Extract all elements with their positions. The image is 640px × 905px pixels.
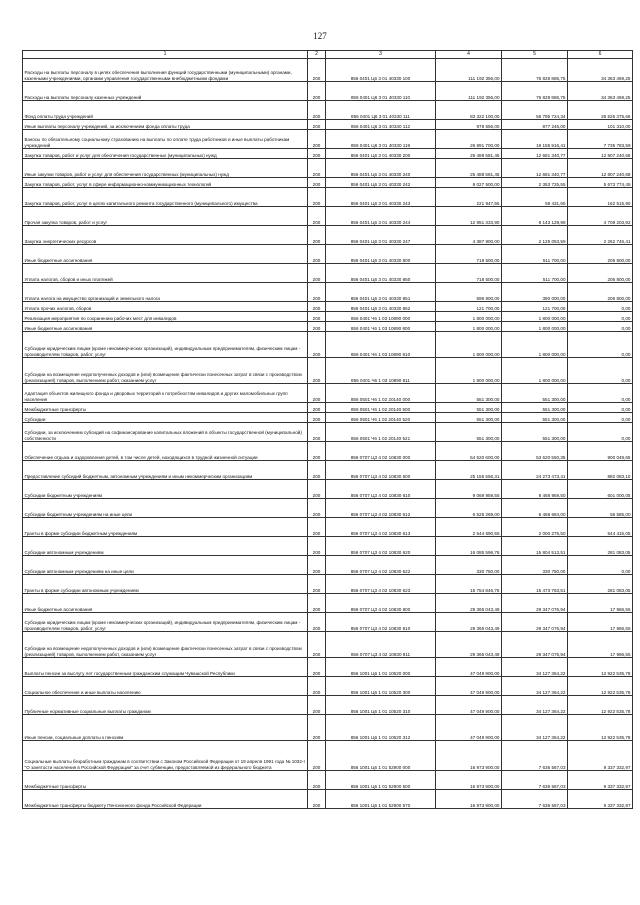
- row-executed-amount: 1 800 000,00: [502, 322, 568, 332]
- budget-table: [22, 50, 633, 809]
- row-executed-amount: 1 800 000,00: [502, 312, 568, 322]
- row-admin-code: 200: [308, 188, 326, 207]
- row-planned-amount: 1 800 000,00: [436, 332, 502, 358]
- table-row: [23, 790, 633, 809]
- row-planned-amount: 29 365 043,49: [436, 594, 502, 613]
- row-admin-code: 200: [308, 384, 326, 403]
- row-budget-code: 856 0707 Ц3 4 02 10830 000: [326, 442, 436, 461]
- table-row: [23, 101, 633, 120]
- row-executed-amount: 19 155 916,41: [502, 130, 568, 149]
- row-name: Межбюджетные трансферты: [23, 771, 308, 790]
- row-name: Взносы по обязательному социальному страхованию на выплаты по оплате труда работников и иные выплаты работникам учреждений: [23, 130, 308, 149]
- row-name: Межбюджетные трансферты: [23, 403, 308, 413]
- row-remaining-amount: 0,00: [568, 358, 633, 384]
- row-budget-code: 856 0707 Ц3 4 02 10830 811: [326, 632, 436, 658]
- row-planned-amount: 551 300,00: [436, 413, 502, 423]
- row-planned-amount: 551 300,00: [436, 423, 502, 442]
- row-name: Иные бюджетные ассигнования: [23, 322, 308, 332]
- row-remaining-amount: 12 922 535,78: [568, 696, 633, 715]
- row-budget-code: 856 0401 Ц6 3 01 40330 850: [326, 264, 436, 283]
- row-planned-amount: 596 800,00: [436, 283, 502, 302]
- table-body: [23, 51, 633, 809]
- row-name: Закупка товаров, работ, услуг в сфере информационно-коммуникационных технологий: [23, 178, 308, 188]
- row-admin-code: 200: [308, 159, 326, 178]
- table-row: [23, 82, 633, 101]
- row-executed-amount: 29 347 076,94: [502, 632, 568, 658]
- row-name: Закупка энергетических ресурсов: [23, 226, 308, 245]
- table-row: [23, 613, 633, 632]
- row-budget-code: 856 0707 Ц3 4 02 10830 623: [326, 575, 436, 594]
- row-executed-amount: 877 246,00: [502, 120, 568, 130]
- row-remaining-amount: 206 800,00: [568, 245, 633, 264]
- row-budget-code: 856 0707 Ц3 4 02 10830 612: [326, 499, 436, 518]
- row-name: Субсидии на возмещение недополученных доходов и (или) возмещение фактически понесенных затрат в связи с производством (реализацией) товаров, выполнением работ, оказанием услуг: [23, 632, 308, 658]
- table-row: [23, 632, 633, 658]
- row-budget-code: 856 1001 Ц6 1 01 10520 300: [326, 677, 436, 696]
- row-admin-code: 200: [308, 413, 326, 423]
- row-budget-code: 856 0401 Ц6 3 01 40330 111: [326, 101, 436, 120]
- table-row: [23, 575, 633, 594]
- row-budget-code: 856 0707 Ц3 4 02 10830 620: [326, 537, 436, 556]
- column-header: 3: [326, 51, 436, 59]
- row-admin-code: 200: [308, 403, 326, 413]
- table-row: [23, 715, 633, 741]
- row-admin-code: 200: [308, 499, 326, 518]
- row-planned-amount: 47 049 900,00: [436, 677, 502, 696]
- row-admin-code: 200: [308, 771, 326, 790]
- row-budget-code: 856 0401 Ц6 3 01 40330 800: [326, 245, 436, 264]
- row-planned-amount: 8 027 500,00: [436, 178, 502, 188]
- table-row: [23, 677, 633, 696]
- row-executed-amount: 551 300,00: [502, 403, 568, 413]
- table-row: [23, 332, 633, 358]
- row-admin-code: 200: [308, 245, 326, 264]
- row-planned-amount: 16 973 900,00: [436, 741, 502, 771]
- row-admin-code: 200: [308, 480, 326, 499]
- row-executed-amount: 56 795 724,34: [502, 101, 568, 120]
- row-name: Субсидии автономным учреждениям на иные цели: [23, 556, 308, 575]
- row-executed-amount: 29 347 076,94: [502, 594, 568, 613]
- table-row: [23, 226, 633, 245]
- row-executed-amount: 15 473 763,51: [502, 575, 568, 594]
- row-planned-amount: 551 300,00: [436, 403, 502, 413]
- row-remaining-amount: 0,00: [568, 423, 633, 442]
- row-planned-amount: 25 488 581,45: [436, 149, 502, 159]
- row-remaining-amount: 544 415,05: [568, 518, 633, 537]
- row-admin-code: 200: [308, 715, 326, 741]
- row-planned-amount: 26 891 700,00: [436, 130, 502, 149]
- row-admin-code: 200: [308, 226, 326, 245]
- row-budget-code: 856 1001 Ц6 1 01 52900 500: [326, 771, 436, 790]
- table-row: [23, 423, 633, 442]
- row-budget-code: 856 0501 Ч6 1 02 20140 000: [326, 384, 436, 403]
- row-remaining-amount: 26 526 375,66: [568, 101, 633, 120]
- row-name: Расходы на выплаты персоналу казенных учреждений: [23, 82, 308, 101]
- row-executed-amount: 1 800 000,00: [502, 358, 568, 384]
- row-executed-amount: 76 828 886,75: [502, 82, 568, 101]
- table-row: [23, 358, 633, 384]
- row-admin-code: 200: [308, 423, 326, 442]
- row-executed-amount: 12 681 340,77: [502, 149, 568, 159]
- row-remaining-amount: 882 083,10: [568, 461, 633, 480]
- row-admin-code: 200: [308, 302, 326, 312]
- row-planned-amount: 221 947,55: [436, 188, 502, 207]
- row-executed-amount: 34 127 364,22: [502, 715, 568, 741]
- row-remaining-amount: 900 049,65: [568, 442, 633, 461]
- row-budget-code: 856 0501 Ч6 1 02 20140 520: [326, 413, 436, 423]
- row-budget-code: 856 1001 Ц6 1 01 10520 312: [326, 715, 436, 741]
- row-planned-amount: 1 800 000,00: [436, 312, 502, 322]
- row-remaining-amount: 7 735 783,59: [568, 130, 633, 149]
- row-planned-amount: 83 322 100,00: [436, 101, 502, 120]
- row-executed-amount: 7 636 567,03: [502, 741, 568, 771]
- row-admin-code: 200: [308, 312, 326, 322]
- row-budget-code: 856 0401 Ц6 3 01 40330 852: [326, 302, 436, 312]
- row-remaining-amount: 601 000,05: [568, 480, 633, 499]
- row-admin-code: 200: [308, 264, 326, 283]
- row-name: Субсидии юридическим лицам (кроме некоммерческих организаций), индивидуальным предпринимателям, физическим лицам - производителям товаров, работ, услуг: [23, 613, 308, 632]
- row-executed-amount: 53 620 550,35: [502, 442, 568, 461]
- table-row: [23, 188, 633, 207]
- row-budget-code: 856 0401 Ц6 3 01 40330 244: [326, 207, 436, 226]
- row-remaining-amount: 206 800,00: [568, 264, 633, 283]
- row-planned-amount: 54 520 600,00: [436, 442, 502, 461]
- row-admin-code: 200: [308, 518, 326, 537]
- row-planned-amount: 25 155 556,31: [436, 461, 502, 480]
- table-row: [23, 178, 633, 188]
- row-remaining-amount: 162 515,90: [568, 188, 633, 207]
- row-planned-amount: 4 387 800,00: [436, 226, 502, 245]
- table-row: [23, 312, 633, 322]
- row-name: Субсидии, за исключением субсидий на софинансирование капитальных вложений в объекты государственной (муниципальной) собственности: [23, 423, 308, 442]
- row-remaining-amount: 12 807 240,68: [568, 159, 633, 178]
- row-executed-amount: 34 127 364,22: [502, 677, 568, 696]
- table-row: [23, 658, 633, 677]
- row-executed-amount: 7 636 567,03: [502, 790, 568, 809]
- row-planned-amount: 6 525 269,00: [436, 499, 502, 518]
- table-row: [23, 159, 633, 178]
- row-budget-code: 856 0401 Ц6 3 01 40330 100: [326, 59, 436, 82]
- column-header: 5: [502, 51, 568, 59]
- row-budget-code: 856 0401 Ч6 1 03 10890 811: [326, 358, 436, 384]
- row-remaining-amount: 34 363 469,25: [568, 59, 633, 82]
- row-budget-code: 856 0401 Ц6 3 01 40330 243: [326, 188, 436, 207]
- row-executed-amount: 2 353 725,55: [502, 178, 568, 188]
- row-remaining-amount: 101 310,00: [568, 120, 633, 130]
- row-executed-amount: 511 700,00: [502, 264, 568, 283]
- table-row: [23, 207, 633, 226]
- row-budget-code: 856 0707 Ц3 4 02 10830 613: [326, 518, 436, 537]
- row-planned-amount: 718 500,00: [436, 245, 502, 264]
- row-budget-code: 856 0401 Ч6 1 03 10890 800: [326, 322, 436, 332]
- page-number: 127: [313, 31, 327, 41]
- row-admin-code: 200: [308, 594, 326, 613]
- table-row: [23, 130, 633, 149]
- row-remaining-amount: 0,00: [568, 322, 633, 332]
- row-remaining-amount: 0,00: [568, 556, 633, 575]
- row-admin-code: 200: [308, 442, 326, 461]
- row-name: Обеспечение отдыха и оздоровления детей, в том числе детей, находящихся в трудной жизненной ситуации: [23, 442, 308, 461]
- row-admin-code: 200: [308, 130, 326, 149]
- table-row: [23, 771, 633, 790]
- row-executed-amount: 8 143 129,98: [502, 207, 568, 226]
- row-name: Публичные нормативные социальные выплаты гражданам: [23, 696, 308, 715]
- row-budget-code: 856 0401 Ц6 3 01 40330 242: [326, 178, 436, 188]
- row-name: Расходы на выплаты персоналу в целях обеспечения выполнения функций государственными (муниципальными) органами, казенными учреждениями, органами управления государственными внебюджетными фондами: [23, 59, 308, 82]
- row-remaining-amount: 9 337 332,97: [568, 790, 633, 809]
- row-name: Субсидии на возмещение недополученных доходов и (или) возмещение фактически понесенных затрат в связи с производством (реализацией) товаров, выполнением работ, оказанием услуг: [23, 358, 308, 384]
- row-admin-code: 200: [308, 677, 326, 696]
- row-budget-code: 856 0707 Ц3 4 02 10830 810: [326, 613, 436, 632]
- row-name: Закупка товаров, работ и услуг для обеспечения государственных (муниципальных) нужд: [23, 149, 308, 159]
- row-admin-code: 200: [308, 59, 326, 82]
- table-row: [23, 384, 633, 403]
- row-budget-code: 856 1001 Ц6 1 01 10520 000: [326, 658, 436, 677]
- table-row: [23, 283, 633, 302]
- row-name: Межбюджетные трансферты бюджету Пенсионного фонда Российской Федерации: [23, 790, 308, 809]
- row-remaining-amount: 17 966,55: [568, 594, 633, 613]
- table-row: [23, 264, 633, 283]
- table-row: [23, 403, 633, 413]
- row-planned-amount: 47 049 900,00: [436, 696, 502, 715]
- row-budget-code: 856 1001 Ц6 1 01 52900 570: [326, 790, 436, 809]
- row-executed-amount: 390 000,00: [502, 283, 568, 302]
- row-remaining-amount: 4 708 203,92: [568, 207, 633, 226]
- table-row: [23, 696, 633, 715]
- row-remaining-amount: 9 337 332,97: [568, 741, 633, 771]
- row-budget-code: 856 0401 Ч6 1 03 10890 810: [326, 332, 436, 358]
- table-row: [23, 245, 633, 264]
- row-executed-amount: 511 700,00: [502, 245, 568, 264]
- table-row: [23, 461, 633, 480]
- row-executed-amount: 121 700,00: [502, 302, 568, 312]
- row-remaining-amount: 12 922 535,78: [568, 677, 633, 696]
- row-executed-amount: 34 127 364,22: [502, 696, 568, 715]
- row-executed-amount: 12 681 340,77: [502, 159, 568, 178]
- row-admin-code: 200: [308, 149, 326, 159]
- row-name: Субсидии бюджетным учреждениям на иные цели: [23, 499, 308, 518]
- row-executed-amount: 551 300,00: [502, 423, 568, 442]
- row-executed-amount: 15 804 513,51: [502, 537, 568, 556]
- row-name: Гранты в форме субсидии бюджетным учреждениям: [23, 518, 308, 537]
- row-budget-code: 856 0401 Ц6 3 01 40330 119: [326, 130, 436, 149]
- row-admin-code: 200: [308, 178, 326, 188]
- row-planned-amount: 121 700,00: [436, 302, 502, 312]
- row-name: Закупка товаров, работ, услуг в целях капитального ремонта государственного (муниципального) имущества: [23, 188, 308, 207]
- row-remaining-amount: 17 966,55: [568, 613, 633, 632]
- row-remaining-amount: 56 585,00: [568, 499, 633, 518]
- row-remaining-amount: 17 966,55: [568, 632, 633, 658]
- row-admin-code: 200: [308, 696, 326, 715]
- row-admin-code: 200: [308, 332, 326, 358]
- row-remaining-amount: 12 922 535,78: [568, 715, 633, 741]
- row-budget-code: 856 0707 Ц3 4 02 10830 622: [326, 556, 436, 575]
- row-name: Фонд оплаты труда учреждений: [23, 101, 308, 120]
- row-name: Социальные выплаты безработным гражданам в соответствии с Законом Российской Федерации от 19 апреля 1991 года № 1032-I "О занятости населения в Российской Федерации" за счет субвенции, предоставляемой из федерального бюджета: [23, 741, 308, 771]
- row-planned-amount: 16 973 900,00: [436, 771, 502, 790]
- row-name: Иные бюджетные ассигнования: [23, 245, 308, 264]
- row-budget-code: 856 0707 Ц3 4 02 10830 610: [326, 480, 436, 499]
- table-row: [23, 413, 633, 423]
- row-name: Субсидии юридическим лицам (кроме некоммерческих организаций), индивидуальным предпринимателям, физическим лицам - производителям товаров, работ, услуг: [23, 332, 308, 358]
- row-remaining-amount: 0,00: [568, 302, 633, 312]
- row-remaining-amount: 281 083,05: [568, 575, 633, 594]
- row-name: Выплаты пенсии за выслугу лет государственным гражданским служащим Чувашской Республики: [23, 658, 308, 677]
- row-budget-code: 856 0401 Ц6 3 01 40330 110: [326, 82, 436, 101]
- row-name: Прочая закупка товаров, работ и услуг: [23, 207, 308, 226]
- column-header: 4: [436, 51, 502, 59]
- row-executed-amount: 8 468 959,50: [502, 480, 568, 499]
- header-row: [23, 51, 633, 59]
- row-executed-amount: 2 000 275,50: [502, 518, 568, 537]
- table-row: [23, 556, 633, 575]
- row-executed-amount: 6 468 684,00: [502, 499, 568, 518]
- row-executed-amount: 7 636 567,03: [502, 771, 568, 790]
- row-budget-code: 856 1001 Ц6 1 01 52900 000: [326, 741, 436, 771]
- row-executed-amount: 34 127 364,22: [502, 658, 568, 677]
- column-header: 2: [308, 51, 326, 59]
- row-remaining-amount: 0,00: [568, 332, 633, 358]
- row-planned-amount: 16 973 900,00: [436, 790, 502, 809]
- row-name: Иные выплаты персоналу учреждений, за исключением фонда оплаты труда: [23, 120, 308, 130]
- row-planned-amount: 111 192 356,00: [436, 82, 502, 101]
- row-name: Гранты в форме субсидии автономным учреждениям: [23, 575, 308, 594]
- row-planned-amount: 718 500,00: [436, 264, 502, 283]
- row-budget-code: 856 0501 Ч6 1 02 20140 500: [326, 403, 436, 413]
- row-name: Субсидии автономным учреждениям: [23, 537, 308, 556]
- row-admin-code: 200: [308, 613, 326, 632]
- row-admin-code: 200: [308, 120, 326, 130]
- row-executed-amount: 24 273 473,41: [502, 461, 568, 480]
- row-admin-code: 200: [308, 207, 326, 226]
- row-budget-code: 856 0401 Ц6 3 01 40330 851: [326, 283, 436, 302]
- row-remaining-amount: 281 083,05: [568, 537, 633, 556]
- row-admin-code: 200: [308, 632, 326, 658]
- row-admin-code: 200: [308, 82, 326, 101]
- row-planned-amount: 12 851 333,90: [436, 207, 502, 226]
- row-planned-amount: 16 085 596,76: [436, 537, 502, 556]
- row-planned-amount: 330 750,00: [436, 556, 502, 575]
- table-row: [23, 442, 633, 461]
- row-budget-code: 856 0401 Ц6 3 01 40330 240: [326, 159, 436, 178]
- row-planned-amount: 111 192 356,00: [436, 59, 502, 82]
- row-planned-amount: 2 544 690,55: [436, 518, 502, 537]
- table-row: [23, 120, 633, 130]
- row-executed-amount: 1 800 000,00: [502, 332, 568, 358]
- row-budget-code: 856 0501 Ч6 1 02 20140 521: [326, 423, 436, 442]
- row-name: Уплата налогов, сборов и иных платежей: [23, 264, 308, 283]
- table-row: [23, 741, 633, 771]
- row-admin-code: 200: [308, 575, 326, 594]
- row-admin-code: 200: [308, 790, 326, 809]
- row-executed-amount: 551 300,00: [502, 384, 568, 403]
- row-budget-code: 856 0707 Ц3 4 02 10830 600: [326, 461, 436, 480]
- row-executed-amount: 59 431,65: [502, 188, 568, 207]
- table-row: [23, 302, 633, 312]
- table-row: [23, 594, 633, 613]
- row-planned-amount: 15 754 846,76: [436, 575, 502, 594]
- column-header: 6: [568, 51, 633, 59]
- row-remaining-amount: 9 337 332,97: [568, 771, 633, 790]
- row-name: Иные закупки товаров, работ и услуг для обеспечения государственных (муниципальных) нужд: [23, 159, 308, 178]
- row-executed-amount: 330 750,00: [502, 556, 568, 575]
- table-row: [23, 149, 633, 159]
- row-admin-code: 200: [308, 461, 326, 480]
- row-planned-amount: 978 556,00: [436, 120, 502, 130]
- row-budget-code: 856 1001 Ц6 1 01 10520 310: [326, 696, 436, 715]
- row-name: Иные пенсии, социальные доплаты к пенсиям: [23, 715, 308, 741]
- row-planned-amount: 25 488 581,45: [436, 159, 502, 178]
- row-remaining-amount: 0,00: [568, 403, 633, 413]
- row-remaining-amount: 34 363 469,25: [568, 82, 633, 101]
- row-name: Реализация мероприятия по сохранению рабочих мест для инвалидов: [23, 312, 308, 322]
- row-remaining-amount: 206 800,00: [568, 283, 633, 302]
- row-planned-amount: 29 365 043,49: [436, 613, 502, 632]
- row-name: Уплата прочих налогов, сборов: [23, 302, 308, 312]
- row-remaining-amount: 12 807 240,68: [568, 149, 633, 159]
- row-budget-code: 856 0401 Ч6 1 03 10890 000: [326, 312, 436, 322]
- row-planned-amount: 9 069 959,55: [436, 480, 502, 499]
- row-planned-amount: 1 800 000,00: [436, 358, 502, 384]
- row-executed-amount: 76 828 886,75: [502, 59, 568, 82]
- row-planned-amount: 1 800 000,00: [436, 322, 502, 332]
- row-admin-code: 200: [308, 556, 326, 575]
- row-name: Иные бюджетные ассигнования: [23, 594, 308, 613]
- row-remaining-amount: 0,00: [568, 413, 633, 423]
- row-name: Субсидии: [23, 413, 308, 423]
- row-admin-code: 200: [308, 322, 326, 332]
- row-planned-amount: 551 300,00: [436, 384, 502, 403]
- row-planned-amount: 47 049 900,00: [436, 658, 502, 677]
- row-admin-code: 200: [308, 658, 326, 677]
- row-budget-code: 856 0401 Ц6 3 01 40330 247: [326, 226, 436, 245]
- row-name: Социальное обеспечение и иные выплаты населению: [23, 677, 308, 696]
- row-executed-amount: 2 125 053,59: [502, 226, 568, 245]
- row-admin-code: 200: [308, 358, 326, 384]
- row-admin-code: 200: [308, 101, 326, 120]
- table-row: [23, 537, 633, 556]
- table-row: [23, 322, 633, 332]
- row-planned-amount: 47 049 900,00: [436, 715, 502, 741]
- table-row: [23, 518, 633, 537]
- row-executed-amount: 29 347 076,94: [502, 613, 568, 632]
- table-row: [23, 480, 633, 499]
- table-row: [23, 59, 633, 82]
- row-admin-code: 200: [308, 283, 326, 302]
- row-name: Предоставление субсидий бюджетным, автономным учреждениям и иным некоммерческим организациям: [23, 461, 308, 480]
- row-admin-code: 200: [308, 741, 326, 771]
- row-planned-amount: 29 365 043,49: [436, 632, 502, 658]
- row-remaining-amount: 0,00: [568, 312, 633, 322]
- row-budget-code: 856 0707 Ц3 4 02 10830 800: [326, 594, 436, 613]
- row-executed-amount: 551 300,00: [502, 413, 568, 423]
- row-remaining-amount: 0,00: [568, 384, 633, 403]
- table-row: [23, 499, 633, 518]
- row-remaining-amount: 5 673 774,45: [568, 178, 633, 188]
- row-name: Уплата налога на имущество организаций и земельного налога: [23, 283, 308, 302]
- row-budget-code: 856 0401 Ц6 3 01 40330 200: [326, 149, 436, 159]
- row-admin-code: 200: [308, 537, 326, 556]
- row-name: Субсидии бюджетным учреждениям: [23, 480, 308, 499]
- column-header: 1: [23, 51, 308, 59]
- row-name: Адаптация объектов жилищного фонда и дворовых территорий к потребностям инвалидов и других маломобильных групп населения: [23, 384, 308, 403]
- row-remaining-amount: 12 922 535,78: [568, 658, 633, 677]
- row-budget-code: 856 0401 Ц6 3 01 40330 112: [326, 120, 436, 130]
- row-remaining-amount: 2 262 746,41: [568, 226, 633, 245]
